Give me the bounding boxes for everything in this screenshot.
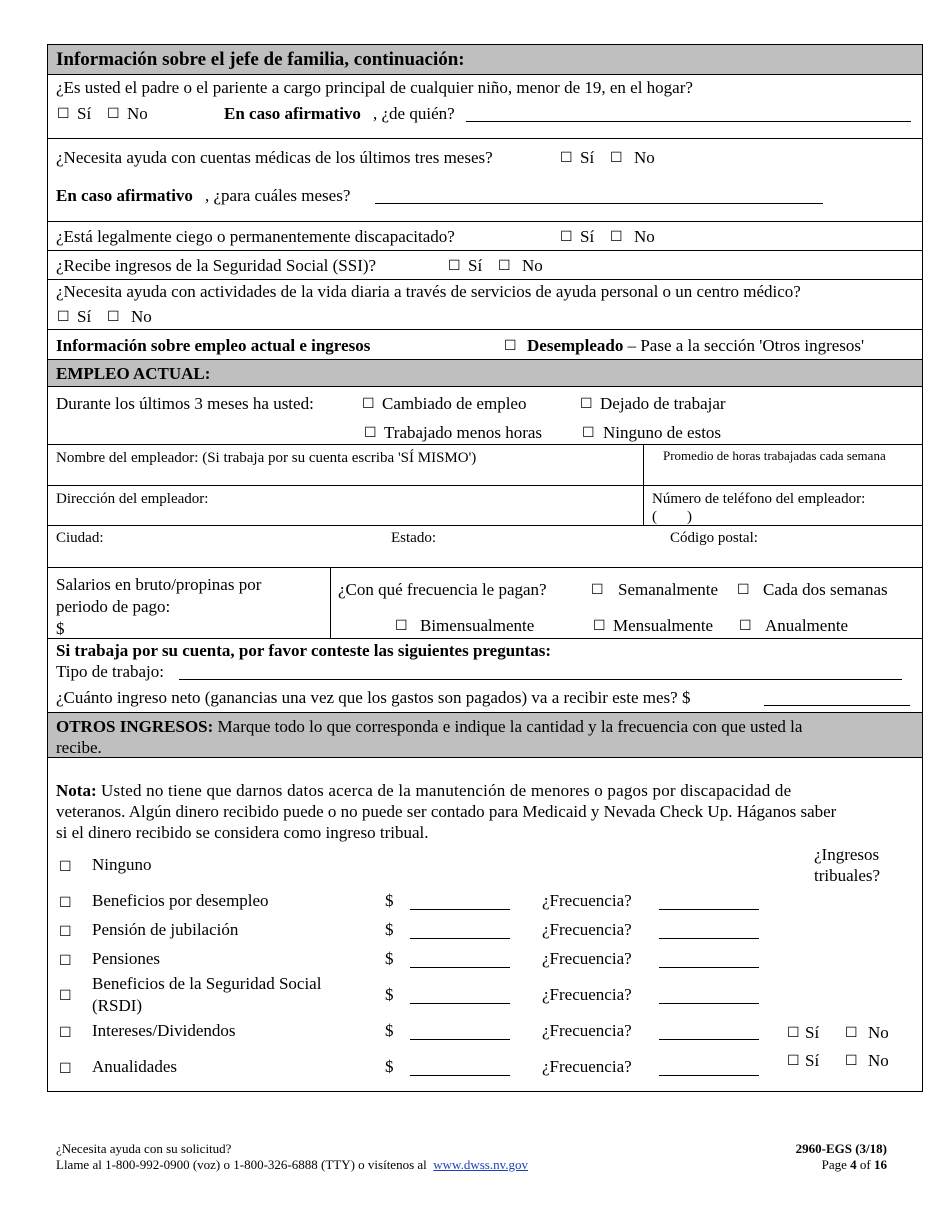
section-title: Información sobre el jefe de familia, continuación:	[56, 49, 465, 70]
work-type-label: Tipo de trabajo:	[56, 662, 164, 681]
medical-bills-row	[48, 139, 922, 222]
pensions-frequency-label: ¿Frecuencia?	[542, 949, 632, 968]
unemployed-label: Desempleado – Pase a la sección 'Otros ingresos'	[527, 336, 865, 355]
last3-question: Durante los últimos 3 meses ha usted:	[56, 394, 314, 413]
biweekly-checkbox[interactable]: ☐	[737, 582, 750, 598]
blind-question: ¿Está legalmente ciego o permanentemente discapacitado?	[56, 227, 455, 246]
employment-info-row	[48, 330, 922, 360]
interest-tribal-no-label: No	[868, 1023, 889, 1042]
blind-no-label: No	[634, 227, 655, 246]
last-3-months-row	[48, 387, 922, 445]
annuities-frequency-label: ¿Frecuencia?	[542, 1057, 632, 1076]
unemployed-checkbox[interactable]: ☐	[504, 338, 517, 354]
monthly-label: Mensualmente	[613, 616, 714, 635]
employment-info-title: Información sobre empleo actual e ingresos	[56, 336, 371, 355]
column-divider	[643, 445, 644, 485]
interest-dividends-checkbox[interactable]: ☐	[59, 1025, 72, 1041]
rsdi-amount-field[interactable]	[410, 1003, 510, 1004]
column-divider	[643, 486, 644, 525]
medical-question: ¿Necesita ayuda con cuentas médicas de los últimos tres meses?	[56, 148, 493, 167]
unemployment-benefits-label: Beneficios por desempleo	[92, 891, 269, 910]
ssi-question: ¿Recibe ingresos de la Seguridad Social (SSI)?	[56, 256, 377, 275]
interest-tribal-yes-checkbox[interactable]: ☐	[787, 1025, 800, 1041]
monthly-checkbox[interactable]: ☐	[593, 618, 606, 634]
medical-if-yes-rest: , ¿para cuáles meses?	[205, 186, 351, 205]
unemployment-benefits-checkbox[interactable]: ☐	[59, 895, 72, 911]
weekly-checkbox[interactable]: ☐	[591, 582, 604, 598]
footer-left	[56, 1141, 528, 1173]
rsdi-dollar: $	[385, 985, 394, 1004]
employer-address-label: Dirección del empleador:	[56, 491, 209, 507]
footer-right	[796, 1141, 887, 1173]
annuities-tribal-no-label: No	[868, 1051, 889, 1070]
changed-job-label: Cambiado de empleo	[382, 394, 527, 413]
biweekly-label: Cada dos semanas	[763, 580, 888, 599]
daily-yes-checkbox[interactable]: ☐	[57, 309, 70, 325]
self-employed-row	[48, 639, 922, 713]
interest-frequency-field[interactable]	[659, 1039, 759, 1040]
parent-no-label: No	[127, 104, 148, 123]
none-income-checkbox[interactable]: ☐	[59, 859, 72, 875]
parent-question-row	[48, 75, 922, 139]
note-line1: Nota: Usted no tiene que darnos datos acerca de la manutención de menores o pagos por discapacidad de	[56, 781, 792, 800]
frequency-question: ¿Con qué frecuencia le pagan?	[338, 580, 547, 599]
application-form-section	[47, 44, 923, 1092]
annuities-tribal-no-checkbox[interactable]: ☐	[845, 1053, 858, 1069]
zip-label: Código postal:	[670, 530, 758, 546]
rsdi-checkbox[interactable]: ☐	[59, 988, 72, 1004]
none-of-these-checkbox[interactable]: ☐	[582, 425, 595, 441]
stopped-work-label: Dejado de trabajar	[600, 394, 726, 413]
rsdi-label-line1: Beneficios de la Seguridad Social	[92, 974, 322, 993]
unemployment-dollar: $	[385, 891, 394, 910]
employer-name-label: Nombre del empleador: (Si trabaja por su cuenta escriba 'SÍ MISMO')	[56, 450, 477, 466]
tribal-header-line2: tribuales?	[814, 866, 881, 885]
employer-name-row	[48, 445, 922, 486]
blind-no-checkbox[interactable]: ☐	[610, 229, 623, 245]
section-header	[48, 45, 922, 75]
pensions-checkbox[interactable]: ☐	[59, 953, 72, 969]
interest-tribal-yes-label: Sí	[805, 1023, 820, 1042]
interest-dividends-label: Intereses/Dividendos	[92, 1021, 236, 1040]
medical-months-field[interactable]	[375, 203, 823, 204]
annuities-frequency-field[interactable]	[659, 1075, 759, 1076]
ssi-no-label: No	[522, 256, 543, 275]
parent-if-yes-rest: , ¿de quién?	[373, 104, 455, 123]
daily-no-checkbox[interactable]: ☐	[107, 309, 120, 325]
wages-label-line1: Salarios en bruto/propinas por	[56, 575, 262, 594]
ssi-yes-label: Sí	[468, 256, 483, 275]
daily-living-row	[48, 280, 922, 330]
retirement-pension-label: Pensión de jubilación	[92, 920, 239, 939]
note-line3: si el dinero recibido se considera como ingreso tribual.	[56, 823, 429, 842]
fewer-hours-label: Trabajado menos horas	[384, 423, 543, 442]
annuities-label: Anualidades	[92, 1057, 177, 1076]
fewer-hours-checkbox[interactable]: ☐	[364, 425, 377, 441]
employer-phone-field[interactable]: ( )	[652, 509, 692, 525]
semimonthly-checkbox[interactable]: ☐	[395, 618, 408, 634]
pensions-dollar: $	[385, 949, 394, 968]
medical-yes-checkbox[interactable]: ☐	[560, 150, 573, 166]
pensions-frequency-field[interactable]	[659, 967, 759, 968]
work-type-field[interactable]	[179, 679, 902, 680]
interest-frequency-label: ¿Frecuencia?	[542, 1021, 632, 1040]
footer-help-text: ¿Necesita ayuda con su solicitud?	[56, 1141, 232, 1156]
current-employment-title: EMPLEO ACTUAL:	[56, 364, 211, 383]
weekly-label: Semanalmente	[618, 580, 719, 599]
other-income-header	[48, 713, 922, 758]
self-employed-title: Si trabaja por su cuenta, por favor conteste las siguientes preguntas:	[56, 641, 552, 660]
semimonthly-label: Bimensualmente	[420, 616, 535, 635]
annually-checkbox[interactable]: ☐	[739, 618, 752, 634]
parent-whom-field[interactable]	[466, 121, 911, 122]
retirement-frequency-label: ¿Frecuencia?	[542, 920, 632, 939]
net-income-field[interactable]	[764, 705, 910, 706]
parent-question: ¿Es usted el padre o el pariente a cargo principal de cualquier niño, menor de 19, en el hogar?	[56, 78, 693, 97]
parent-if-yes-bold: En caso afirmativo	[224, 104, 361, 123]
medical-no-checkbox[interactable]: ☐	[610, 150, 623, 166]
wages-label-line2: periodo de pago:	[56, 597, 171, 616]
interest-dollar: $	[385, 1021, 394, 1040]
other-income-title-line1: OTROS INGRESOS: Marque todo lo que corresponda e indique la cantidad y la frecuencia con que usted la	[56, 717, 803, 736]
annuities-checkbox[interactable]: ☐	[59, 1061, 72, 1077]
daily-yes-label: Sí	[77, 307, 92, 326]
current-employment-header	[48, 360, 922, 387]
annually-label: Anualmente	[765, 616, 849, 635]
employer-phone-label: Número de teléfono del empleador:	[652, 491, 866, 507]
parent-yes-label: Sí	[77, 104, 92, 123]
footer-website-link[interactable]: www.dwss.nv.gov	[433, 1157, 529, 1172]
annuities-dollar: $	[385, 1057, 394, 1076]
state-label: Estado:	[391, 530, 436, 546]
parent-no-checkbox[interactable]: ☐	[107, 106, 120, 122]
page-number: Page 4 of 16	[821, 1157, 887, 1172]
rsdi-frequency-label: ¿Frecuencia?	[542, 985, 632, 1004]
unemployment-frequency-label: ¿Frecuencia?	[542, 891, 632, 910]
interest-amount-field[interactable]	[410, 1039, 510, 1040]
retirement-frequency-field[interactable]	[659, 938, 759, 939]
daily-no-label: No	[131, 307, 152, 326]
rsdi-frequency-field[interactable]	[659, 1003, 759, 1004]
ssi-yes-checkbox[interactable]: ☐	[448, 258, 461, 274]
stopped-work-checkbox[interactable]: ☐	[580, 396, 593, 412]
column-divider	[330, 568, 331, 638]
medical-yes-label: Sí	[580, 148, 595, 167]
employer-address-row	[48, 486, 922, 526]
form-id: 2960-EGS (3/18)	[795, 1141, 887, 1156]
avg-hours-label: Promedio de horas trabajadas cada semana	[663, 448, 886, 463]
annuities-amount-field[interactable]	[410, 1075, 510, 1076]
ssi-row	[48, 251, 922, 280]
unemployment-amount-field[interactable]	[410, 909, 510, 910]
footer-contact: Llame al 1-800-992-0900 (voz) o 1-800-326-6888 (TTY) o visítenos al www.dwss.nv.gov	[56, 1157, 529, 1172]
blind-row	[48, 222, 922, 251]
pensions-label: Pensiones	[92, 949, 160, 968]
tribal-header-line1: ¿Ingresos	[814, 845, 880, 864]
city-label: Ciudad:	[56, 530, 104, 546]
other-income-body	[48, 758, 922, 1091]
annuities-tribal-yes-label: Sí	[805, 1051, 820, 1070]
parent-yes-checkbox[interactable]: ☐	[57, 106, 70, 122]
retirement-dollar: $	[385, 920, 394, 939]
annuities-tribal-yes-checkbox[interactable]: ☐	[787, 1053, 800, 1069]
medical-no-label: No	[634, 148, 655, 167]
blind-yes-label: Sí	[580, 227, 595, 246]
other-income-title-line2: recibe.	[56, 738, 102, 757]
interest-tribal-no-checkbox[interactable]: ☐	[845, 1025, 858, 1041]
none-of-these-label: Ninguno de estos	[603, 423, 722, 442]
city-state-zip-row	[48, 526, 922, 568]
retirement-pension-checkbox[interactable]: ☐	[59, 924, 72, 940]
changed-job-checkbox[interactable]: ☐	[362, 396, 375, 412]
unemployment-frequency-field[interactable]	[659, 909, 759, 910]
medical-if-yes-bold: En caso afirmativo	[56, 186, 193, 205]
blind-yes-checkbox[interactable]: ☐	[560, 229, 573, 245]
rsdi-label-line2: (RSDI)	[92, 996, 143, 1015]
none-income-label: Ninguno	[92, 855, 152, 874]
note-line2: veteranos. Algún dinero recibido puede o no puede ser contado para Medicaid y Nevada Check Up. Háganos saber	[56, 802, 837, 821]
net-income-label: ¿Cuánto ingreso neto (ganancias una vez que los gastos son pagados) va a recibir este mes? $	[56, 688, 691, 707]
retirement-amount-field[interactable]	[410, 938, 510, 939]
ssi-no-checkbox[interactable]: ☐	[498, 258, 511, 274]
wages-row	[48, 568, 922, 639]
pensions-amount-field[interactable]	[410, 967, 510, 968]
daily-question: ¿Necesita ayuda con actividades de la vida diaria a través de servicios de ayuda personal o un centro médico?	[56, 282, 801, 301]
wages-dollar: $	[56, 619, 65, 638]
